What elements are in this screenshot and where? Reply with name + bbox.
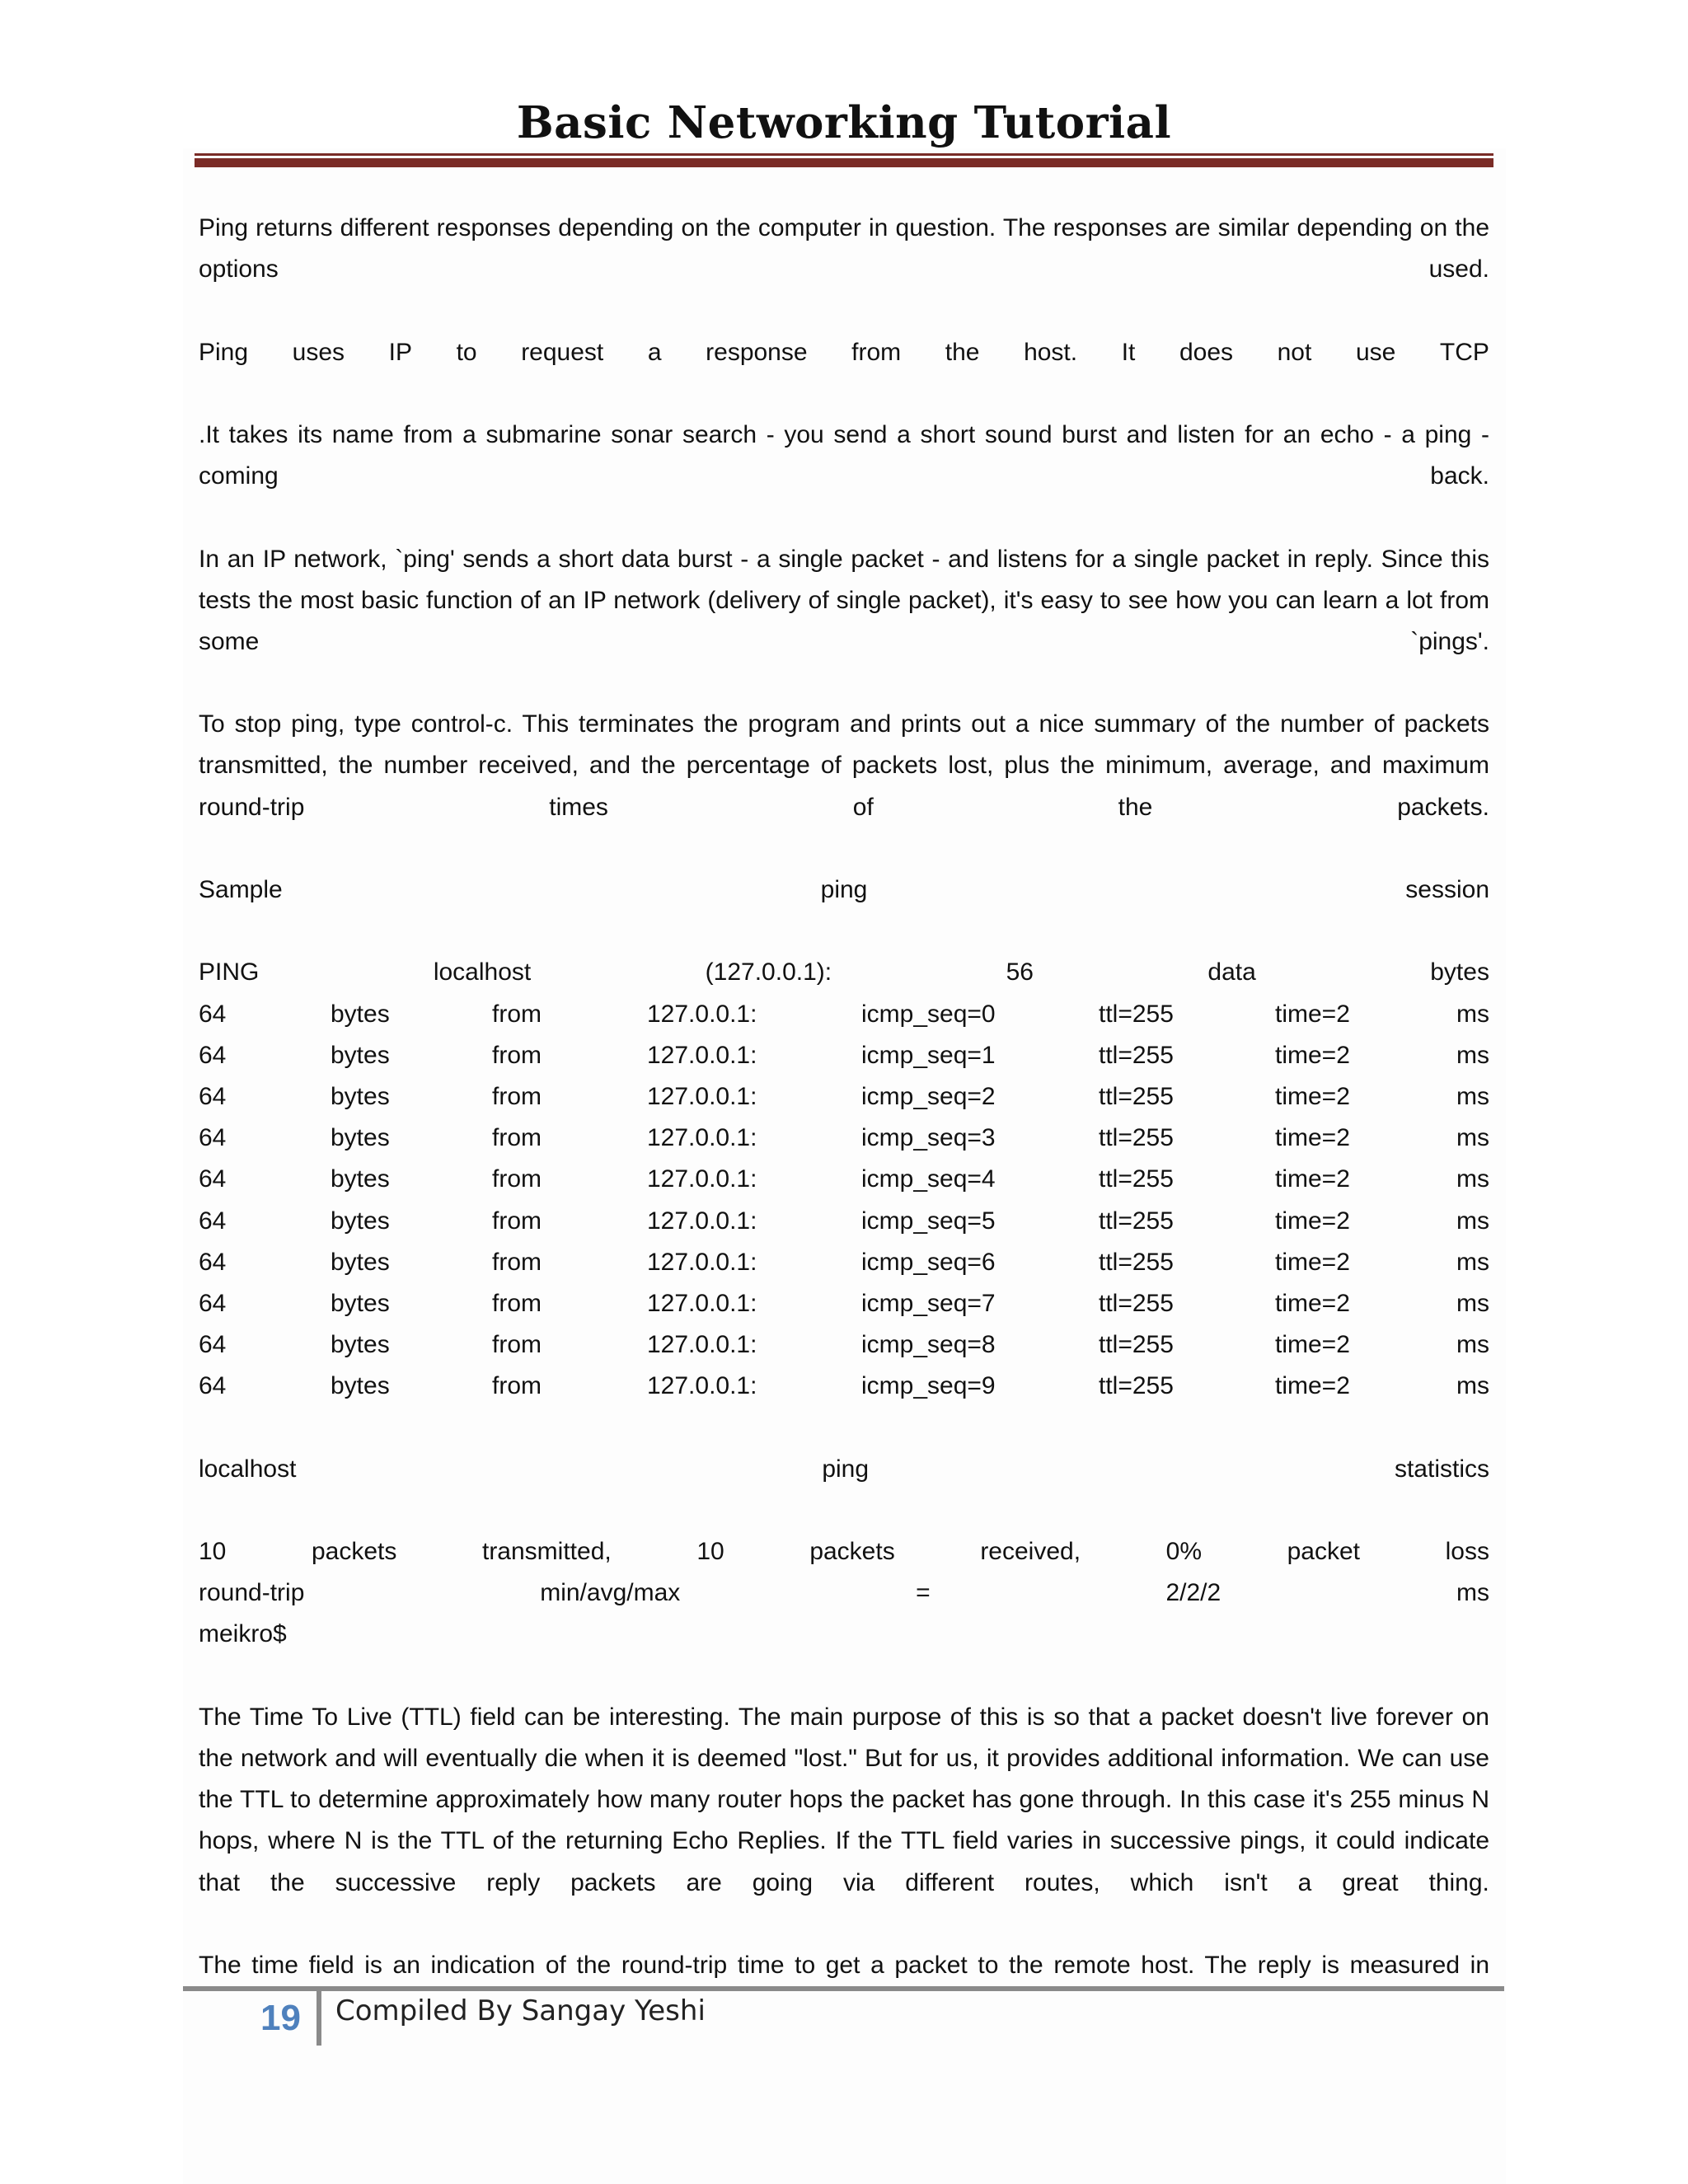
- ping-reply-cell: icmp_seq=1: [861, 1041, 996, 1069]
- ping-reply-cell: ttl=255: [1099, 1000, 1174, 1028]
- ping-reply-cell: 64: [199, 1041, 227, 1069]
- ping-reply-cell: 64: [199, 1124, 227, 1152]
- ping-reply-cell: time=2: [1275, 1248, 1350, 1276]
- paragraph-line: transmitted, the number received, and the percentage of packets lost, plus the minimum, average, and maximum: [199, 752, 1489, 780]
- ping-reply-cell: ms: [1456, 1207, 1489, 1235]
- ping-reply-cell: from: [492, 1248, 542, 1276]
- ping-reply-row: [199, 1242, 1489, 1283]
- ping-reply-cell: icmp_seq=4: [861, 1165, 996, 1193]
- ping-reply-cell: from: [492, 1331, 542, 1359]
- ping-reply-cell: bytes: [331, 1207, 390, 1235]
- ping-reply-row: [199, 1283, 1489, 1324]
- footer-divider: [316, 1991, 321, 2046]
- ping-reply-cell: icmp_seq=2: [861, 1082, 996, 1110]
- ping-reply-cell: ttl=255: [1099, 1124, 1174, 1152]
- ping-reply-cell: ms: [1456, 1289, 1489, 1317]
- paragraph-line: Ping uses IP to request a response from the host. It does not use TCP: [199, 338, 1489, 366]
- ping-reply-cell: 127.0.0.1:: [647, 1372, 757, 1400]
- ping-reply-cell: ms: [1456, 1372, 1489, 1400]
- ping-reply-cell: 127.0.0.1:: [647, 1124, 757, 1152]
- ping-reply-row: [199, 1366, 1489, 1407]
- ping-reply-cell: ms: [1456, 1124, 1489, 1152]
- ping-reply-list: [199, 994, 1489, 1408]
- paragraph-line: that the successive reply packets are going via different routes, which isn't a great thing.: [199, 1868, 1489, 1896]
- ping-reply-row: [199, 1035, 1489, 1076]
- ping-reply-cell: 64: [199, 1372, 227, 1400]
- ping-reply-cell: 127.0.0.1:: [647, 1207, 757, 1235]
- paragraph-line: The time field is an indication of the round-trip time to get a packet to the remote host. The reply is measured in: [199, 1951, 1489, 1979]
- ping-reply-cell: ms: [1456, 1165, 1489, 1193]
- ping-reply-cell: icmp_seq=3: [861, 1124, 996, 1152]
- ping-reply-cell: 127.0.0.1:: [647, 1000, 757, 1028]
- paragraph-line: round-trip times of the packets.: [199, 793, 1489, 821]
- ping-reply-cell: icmp_seq=9: [861, 1372, 996, 1400]
- paragraph-line: some `pings'.: [199, 627, 1489, 655]
- stats-line-roundtrip: round-trip min/avg/max = 2/2/2 ms: [199, 1579, 1489, 1607]
- paragraph-line: Ping returns different responses depending on the computer in question. The responses are similar depending on the: [199, 214, 1489, 241]
- ping-reply-cell: time=2: [1275, 1041, 1350, 1069]
- ping-reply-cell: ms: [1456, 1248, 1489, 1276]
- sample-heading: Sample ping session: [199, 876, 1489, 903]
- ping-reply-cell: bytes: [331, 1248, 390, 1276]
- ping-reply-cell: ms: [1456, 1331, 1489, 1359]
- ping-reply-cell: icmp_seq=8: [861, 1331, 996, 1359]
- header-rule-thick: [195, 158, 1493, 167]
- paragraph-line: the TTL to determine approximately how many router hops the packet has gone through. In this case it's 255 minus N: [199, 1786, 1489, 1814]
- paragraph-line: hops, where N is the TTL of the returning Echo Replies. If the TTL field varies in successive pings, it could indicate: [199, 1827, 1489, 1855]
- ping-reply-row: [199, 1076, 1489, 1118]
- footer-credit: Compiled By Sangay Yeshi: [335, 1994, 706, 2027]
- document-body: [199, 208, 1489, 1986]
- ping-reply-cell: time=2: [1275, 1124, 1350, 1152]
- paragraph-line: tests the most basic function of an IP network (delivery of single packet), it's easy to see how you can learn a lot from: [199, 586, 1489, 614]
- ping-reply-cell: 64: [199, 1248, 227, 1276]
- ping-reply-cell: 127.0.0.1:: [647, 1331, 757, 1359]
- ping-reply-cell: icmp_seq=6: [861, 1248, 996, 1276]
- ping-reply-cell: icmp_seq=5: [861, 1207, 996, 1235]
- ping-reply-row: [199, 994, 1489, 1035]
- ping-reply-cell: ms: [1456, 1041, 1489, 1069]
- shell-prompt: meikro$: [199, 1620, 287, 1648]
- ping-reply-cell: from: [492, 1165, 542, 1193]
- page-title: Basic Networking Tutorial: [516, 97, 1172, 148]
- ping-reply-cell: icmp_seq=7: [861, 1289, 996, 1317]
- ping-reply-cell: time=2: [1275, 1165, 1350, 1193]
- ping-reply-cell: ttl=255: [1099, 1289, 1174, 1317]
- ping-reply-cell: 64: [199, 1207, 227, 1235]
- stats-line-packets: 10 packets transmitted, 10 packets received, 0% packet loss: [199, 1538, 1489, 1565]
- ping-reply-cell: from: [492, 1207, 542, 1235]
- ping-reply-cell: 64: [199, 1165, 227, 1193]
- ping-reply-cell: from: [492, 1000, 542, 1028]
- ping-reply-cell: from: [492, 1124, 542, 1152]
- ping-reply-cell: bytes: [331, 1165, 390, 1193]
- ping-reply-cell: 127.0.0.1:: [647, 1082, 757, 1110]
- ping-reply-cell: ttl=255: [1099, 1082, 1174, 1110]
- paragraph-line: the network and will eventually die when it is deemed "lost." But for us, it provides additional information. We can use: [199, 1744, 1489, 1772]
- ping-reply-cell: 64: [199, 1082, 227, 1110]
- ping-reply-cell: ttl=255: [1099, 1331, 1174, 1359]
- ping-reply-cell: bytes: [331, 1041, 390, 1069]
- ping-reply-cell: time=2: [1275, 1082, 1350, 1110]
- paragraph-line: coming back.: [199, 462, 1489, 490]
- ping-reply-cell: 127.0.0.1:: [647, 1289, 757, 1317]
- footer-rule: [183, 1986, 1504, 1991]
- ping-reply-cell: ttl=255: [1099, 1041, 1174, 1069]
- paragraph-line: .It takes its name from a submarine sonar search - you send a short sound burst and listen for an echo - a ping -: [199, 420, 1489, 448]
- ping-reply-cell: bytes: [331, 1124, 390, 1152]
- ping-reply-cell: from: [492, 1041, 542, 1069]
- ping-reply-row: [199, 1201, 1489, 1242]
- ping-reply-row: [199, 1159, 1489, 1200]
- ping-reply-cell: ms: [1456, 1000, 1489, 1028]
- ping-reply-row: [199, 1118, 1489, 1159]
- ping-reply-cell: ms: [1456, 1082, 1489, 1110]
- paragraph-line: options used.: [199, 255, 1489, 284]
- ping-reply-cell: bytes: [331, 1372, 390, 1400]
- ping-reply-cell: time=2: [1275, 1331, 1350, 1359]
- paragraph-line: To stop ping, type control-c. This terminates the program and prints out a nice summary of the number of packets: [199, 710, 1489, 738]
- ping-reply-row: [199, 1324, 1489, 1366]
- ping-reply-cell: ttl=255: [1099, 1207, 1174, 1235]
- ping-reply-cell: ttl=255: [1099, 1248, 1174, 1276]
- ping-reply-cell: 127.0.0.1:: [647, 1165, 757, 1193]
- ping-reply-cell: 127.0.0.1:: [647, 1248, 757, 1276]
- header-rule-thin: [195, 153, 1493, 156]
- ping-reply-cell: time=2: [1275, 1289, 1350, 1317]
- ping-reply-cell: ttl=255: [1099, 1372, 1174, 1400]
- paragraph-line: The Time To Live (TTL) field can be interesting. The main purpose of this is so that a packet doesn't live forever on: [199, 1703, 1489, 1731]
- ping-header-line: PING localhost (127.0.0.1): 56 data bytes: [199, 958, 1489, 987]
- ping-reply-cell: 127.0.0.1:: [647, 1041, 757, 1069]
- ping-reply-cell: icmp_seq=0: [861, 1000, 996, 1028]
- ping-reply-cell: bytes: [331, 1082, 390, 1110]
- page-number: 19: [260, 1998, 301, 2038]
- ping-reply-cell: 64: [199, 1289, 227, 1317]
- ping-reply-cell: bytes: [331, 1000, 390, 1028]
- ping-reply-cell: from: [492, 1372, 542, 1400]
- ping-reply-cell: ttl=255: [1099, 1165, 1174, 1193]
- ping-reply-cell: time=2: [1275, 1000, 1350, 1028]
- ping-reply-cell: bytes: [331, 1289, 390, 1317]
- ping-reply-cell: time=2: [1275, 1372, 1350, 1400]
- ping-reply-cell: from: [492, 1289, 542, 1317]
- ping-reply-cell: bytes: [331, 1331, 390, 1359]
- ping-reply-cell: time=2: [1275, 1207, 1350, 1235]
- ping-reply-cell: 64: [199, 1000, 227, 1028]
- stats-title-line: localhost ping statistics: [199, 1455, 1489, 1483]
- paragraph-line: In an IP network, `ping' sends a short data burst - a single packet - and listens for a single packet in reply. Since this: [199, 545, 1489, 573]
- ping-reply-cell: from: [492, 1082, 542, 1110]
- ping-reply-cell: 64: [199, 1331, 227, 1359]
